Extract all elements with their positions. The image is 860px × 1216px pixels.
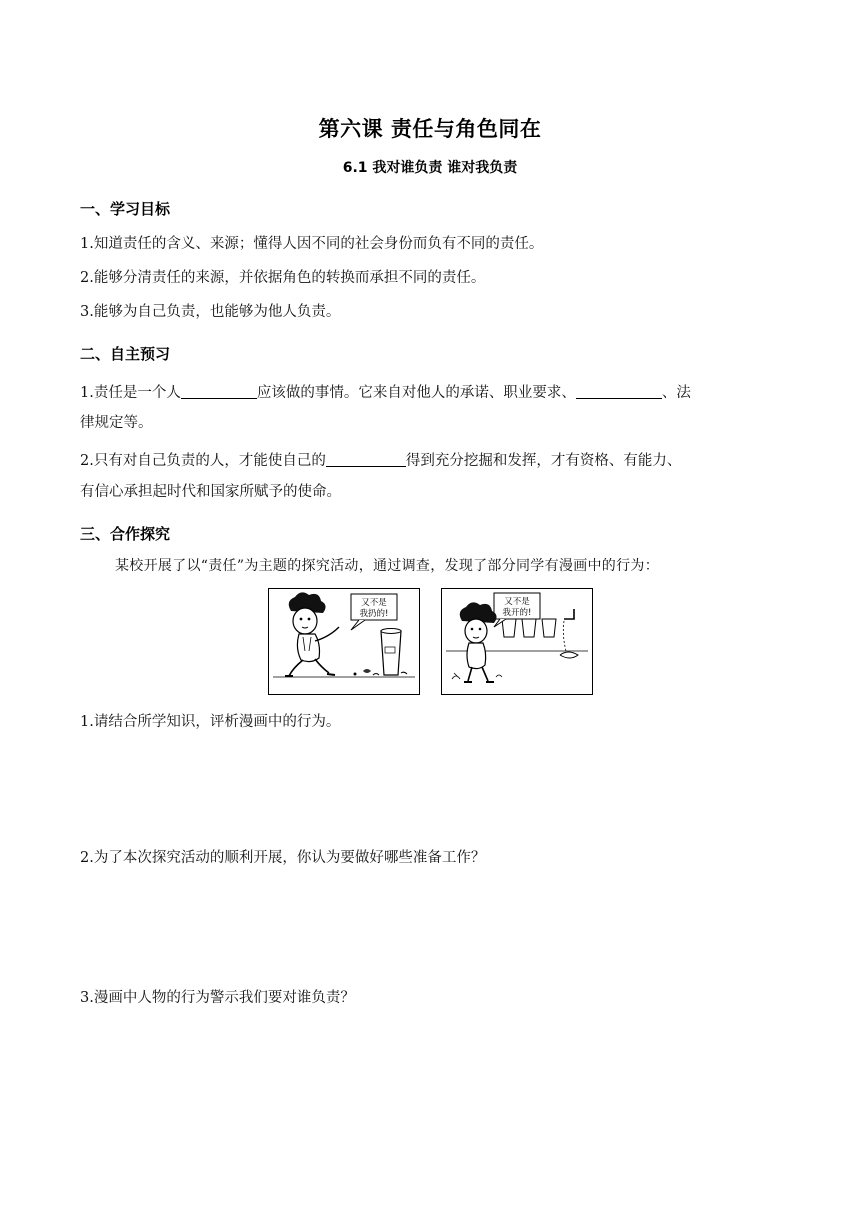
section-heading-objectives: 一、学习目标 [80, 200, 171, 218]
section-heading-inquiry: 三、合作探究 [80, 525, 171, 543]
preview-q1-text-b: 应该做的事情。它来自对他人的承诺、职业要求、 [256, 385, 576, 401]
fill-blank-1[interactable] [181, 382, 257, 399]
comic-running-tap-image [441, 588, 593, 695]
inquiry-question-2: 2.为了本次探究活动的顺利开展，你认为要做好哪些准备工作？ [80, 850, 486, 866]
fill-blank-2[interactable] [576, 382, 662, 399]
inquiry-intro: 某校开展了以“责任”为主题的探究活动，通过调查，发现了部分同学有漫画中的行为： [115, 558, 660, 574]
page-subtitle: 6.1 我对谁负责 谁对我负责 [342, 160, 518, 176]
objective-item-2: 2.能够分清责任的来源，并依据角色的转换而承担不同的责任。 [80, 270, 486, 286]
objective-item-1: 1.知道责任的含义、来源；懂得人因不同的社会身份而负有不同的责任。 [80, 236, 544, 252]
comic2-bubble-line1: 又不是 [504, 597, 530, 607]
comic1-bubble-line2: 我扔的! [359, 609, 389, 619]
comic2-bubble-line2: 我开的! [502, 608, 532, 618]
section-heading-preview: 二、自主预习 [80, 345, 171, 363]
page-title: 第六课 责任与角色同在 [318, 117, 542, 141]
inquiry-question-1: 1.请结合所学知识，评析漫画中的行为。 [80, 714, 341, 730]
comic1-bubble-line1: 又不是 [361, 598, 387, 608]
inquiry-question-3: 3.漫画中人物的行为警示我们要对谁负责？ [80, 990, 355, 1006]
preview-q2-text-a: 2.只有对自己负责的人，才能使自己的 [80, 453, 326, 469]
objective-item-3: 3.能够为自己负责，也能够为他人负责。 [80, 304, 341, 320]
preview-question-1 [80, 382, 785, 403]
preview-question-2 [80, 450, 785, 471]
preview-q2-continuation: 有信心承担起时代和国家所赋予的使命。 [80, 484, 341, 500]
comic-running-tap-drawing [442, 589, 592, 694]
fill-blank-3[interactable] [326, 450, 406, 467]
comic-littering-drawing [269, 589, 419, 694]
preview-q1-text-a: 1.责任是一个人 [80, 385, 181, 401]
preview-q2-text-b: 得到充分挖掘和发挥，才有资格、有能力、 [405, 453, 682, 469]
preview-q1-text-c: 、法 [661, 385, 691, 401]
comic-littering-image [268, 588, 420, 695]
preview-q1-continuation: 律规定等。 [80, 415, 153, 431]
